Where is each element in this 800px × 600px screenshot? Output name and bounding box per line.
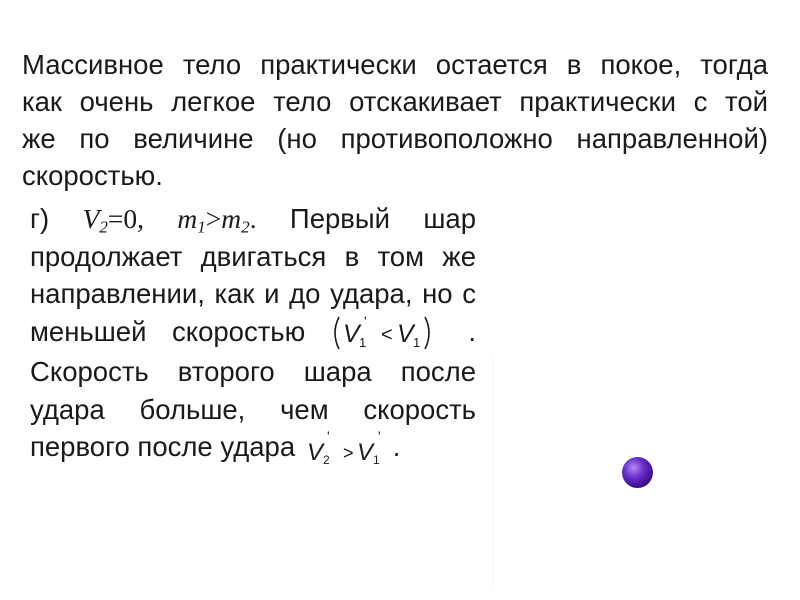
top-paragraph bbox=[22, 46, 768, 194]
svg-text:V: V bbox=[306, 438, 323, 466]
top-paragraph-line-2: как очень легкое тело отскакивает практически с той bbox=[22, 86, 768, 117]
v2-equals-zero: =0, bbox=[107, 203, 145, 234]
svg-text:>: > bbox=[342, 442, 354, 463]
formula-v2prime-greater-v1prime bbox=[303, 429, 393, 469]
case-g-line-4: меньшей скоростью V 1 ' < V 1 . bbox=[30, 313, 476, 354]
case-g-line-1: г) $V_2=0$, $m_1>m_2$. Первый шар bbox=[30, 203, 477, 237]
svg-text:': ' bbox=[363, 313, 367, 330]
v2-symbol: $V_2$ bbox=[82, 203, 108, 237]
purple-ball bbox=[622, 457, 653, 488]
svg-text:': ' bbox=[377, 428, 381, 444]
m1-symbol: $m_1$ bbox=[177, 203, 206, 237]
formula-v1prime-less-v1 bbox=[331, 313, 443, 353]
case-g-line-7: первого после удара V 2 ' > V 1 ' . bbox=[30, 428, 401, 467]
case-g-line-6: удара больше, чем скорость bbox=[30, 393, 476, 425]
svg-text:1: 1 bbox=[372, 452, 380, 467]
m2-symbol: $m_2$ bbox=[221, 203, 250, 237]
case-g-line-5: Скорость второго шара после bbox=[30, 356, 476, 388]
svg-text:V: V bbox=[396, 320, 414, 349]
svg-text:V: V bbox=[342, 320, 360, 349]
first-ball-label: Первый шар bbox=[289, 203, 477, 234]
top-paragraph-line-4: скоростью. bbox=[22, 160, 163, 191]
svg-text:V: V bbox=[356, 438, 373, 466]
smaller-speed-text: меньшей скоростью bbox=[30, 315, 306, 347]
case-g-paragraph bbox=[30, 200, 476, 469]
svg-text:1: 1 bbox=[412, 335, 421, 351]
case-g-label: г) bbox=[30, 203, 50, 234]
svg-text:1: 1 bbox=[358, 335, 367, 351]
svg-text:2: 2 bbox=[322, 452, 330, 467]
top-paragraph-line-3: же по величине (но противоположно направленной) bbox=[22, 123, 768, 154]
top-paragraph-line-1: Массивное тело практически остается в покое, тогда bbox=[22, 49, 768, 80]
svg-text:<: < bbox=[380, 324, 393, 347]
svg-text:': ' bbox=[326, 428, 330, 444]
case-g-line-2: продолжает двигаться в том же bbox=[30, 240, 476, 272]
greater-than-sign: > bbox=[205, 203, 222, 234]
case-g-line-3: направлении, как и до удара, но с bbox=[30, 278, 476, 309]
after-impact-text: первого после удара bbox=[30, 431, 296, 463]
